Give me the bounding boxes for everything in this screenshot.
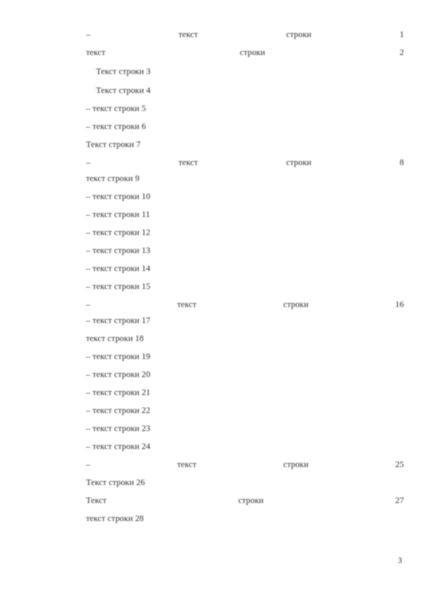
text-line: – текст строки 25 — [86, 459, 404, 469]
text-line: – текст строки 8 — [86, 157, 404, 167]
text-line: Текст строки 7 — [86, 139, 141, 149]
list-item: – текст строки 23 — [86, 423, 151, 433]
text-line: текст строки 28 — [86, 513, 144, 523]
text-line: – текст строки 5 — [86, 103, 146, 113]
list-item: – текст строки 20 — [86, 369, 151, 379]
text-line: текст строки 9 — [86, 173, 140, 183]
list-item: – текст строки 11 — [86, 209, 151, 219]
text-line: Текст строки 3 — [96, 66, 151, 76]
text-line: – текст строки 24 — [86, 441, 151, 451]
list-item: – текст строки 12 — [86, 227, 151, 237]
text-line: Текст строки 27 — [86, 495, 404, 505]
list-item: – текст строки 14 — [86, 263, 151, 273]
text-line: Текст строки 26 — [86, 477, 145, 487]
page-number: 3 — [398, 556, 402, 565]
list-item: – текст строки 22 — [86, 405, 151, 415]
list-item: – текст строки 19 — [86, 351, 151, 361]
list-item: текст строки 18 — [86, 333, 144, 343]
list-item: – текст строки 10 — [86, 191, 151, 201]
list-item: – текст строки 13 — [86, 245, 151, 255]
text-line: – текст строки 6 — [86, 121, 146, 131]
text-line: – текст строки 1 — [86, 29, 404, 39]
list-item: – текст строки 21 — [86, 387, 151, 397]
text-line: Текст строки 4 — [96, 85, 151, 95]
text-line: – текст строки 17 — [86, 315, 151, 325]
list-item: – текст строки 15 — [86, 281, 151, 291]
text-line: – текст строки 16 — [86, 299, 404, 309]
text-line: текст строки 2 — [86, 47, 404, 57]
